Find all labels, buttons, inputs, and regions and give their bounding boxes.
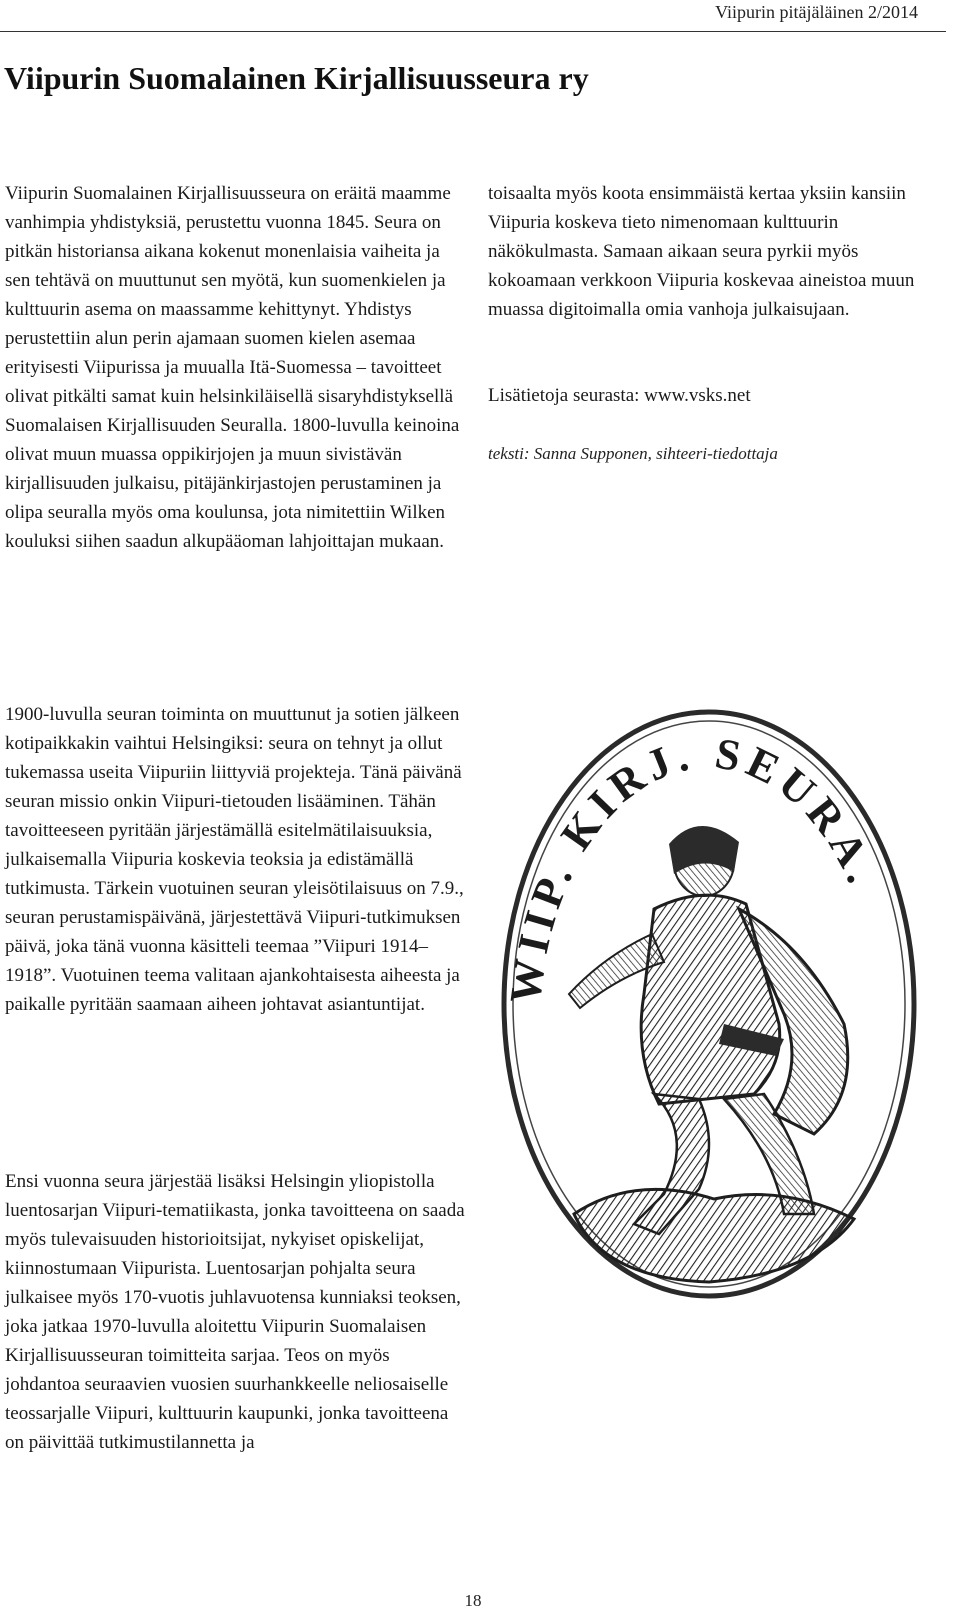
seated-figure-engraving (569, 826, 854, 1282)
author-credit: teksti: Sanna Supponen, sihteeri-tiedottaja (488, 444, 778, 463)
seal-lettering: WIIP. KIRJ. SEURA. (500, 728, 889, 1007)
paragraph-right-1: toisaalta myös koota ensimmäistä kertaa yksiin kansiin Viipuria koskeva tieto nimenomaan kulttuurin näkökulmasta. Samaan aikaan seura pyrkii myös kokoamaan verkkoon Viipuria koskevaa aineistoa muun muassa digitoimalla omia vanhoja julkaisujaan. (488, 183, 915, 320)
paragraph-2: 1900-luvulla seuran toiminta on muuttunut ja sotien jälkeen kotipaikkakin vaihtui Helsingiksi: seura on tehnyt ja ollut tukemassa useita Viipuriin liittyviä projekteja. Tänä päivänä seuran missio onkin Viipuri-tietouden lisääminen. Tähän tavoitteeseen pyritään järjestämällä esitelmätilaisuuksia, julkaisemalla Viipuria koskevia teoksia ja edistämällä tutkimusta. Tärkein vuotuinen seuran yleisötilaisuus on 7.9., seuran perustamispäivänä, järjestettävä Viipuri-tutkimuksen päivä, joka tänä vuonna käsitteli teemaa ”Viipuri 1914–1918”. Vuotuinen teema valitaan ajankohtaisesta aiheesta ja paikalle pyritään saamaan aiheen johtavat asiantuntijat. (5, 704, 464, 1015)
paragraph-3: Ensi vuonna seura järjestää lisäksi Helsingin yliopistolla luentosarjan Viipuri-tematiikasta, jonka tavoitteena on saada myös tulevaisuuden historioitsijat, nykyiset opiskelijat, kiinnostumaan Viipurista. Luentosarjan pohjalta seura julkaisee myös 170-vuotis juhlavuotensa kunniaksi teoksen, joka jatkaa 1970-luvulla aloitettu Viipurin Suomalaisen Kirjallisuusseuran toimitteita sarjaa. Teos on myös johdantoa seuraavien vuosien suurhankkeelle neliosaiselle teossarjalle Viipuri, kulttuurin kaupunki, jonka tavoitteena on päivittää tutkimustilannetta ja (5, 1171, 465, 1453)
header-rule (0, 31, 946, 32)
paragraph-1: Viipurin Suomalainen Kirjallisuusseura on eräitä maamme vanhimpia yhdistyksiä, perustettu vuonna 1845. Seura on pitkän historiansa aikana kokenut monenlaisia vaiheita ja sen tehtävä on muuttunut sen myötä, kun suomenkielen ja kulttuurin asema on maassamme kehittynyt. Yhdistys perustettiin alun perin ajamaan suomen kielen asemaa erityisesti Viipurissa ja muualla Itä-Suomessa – tavoitteet olivat pitkälti samat kuin helsinkiläisellä sisaryhdistyksellä Suomalaisen Kirjallisuuden Seuralla. 1800-luvulla keinoina olivat muun muassa oppikirjojen ja muun sivistävän kirjallisuuden julkaisu, pitäjänkirjastojen perustaminen ja olipa seuralla myös oma koulunsa, jota nimitettiin Wilken kouluksi siihen saadun alkupääoman lahjoittajan mukaan. (5, 183, 460, 552)
page-number: 18 (464, 1591, 482, 1610)
article-title: Viipurin Suomalainen Kirjallisuusseura ry (4, 60, 589, 96)
society-seal-image (484, 694, 934, 1308)
more-info-line: Lisätietoja seurasta: www.vsks.net (488, 385, 751, 406)
running-header: Viipurin pitäjäläinen 2/2014 (715, 2, 918, 22)
